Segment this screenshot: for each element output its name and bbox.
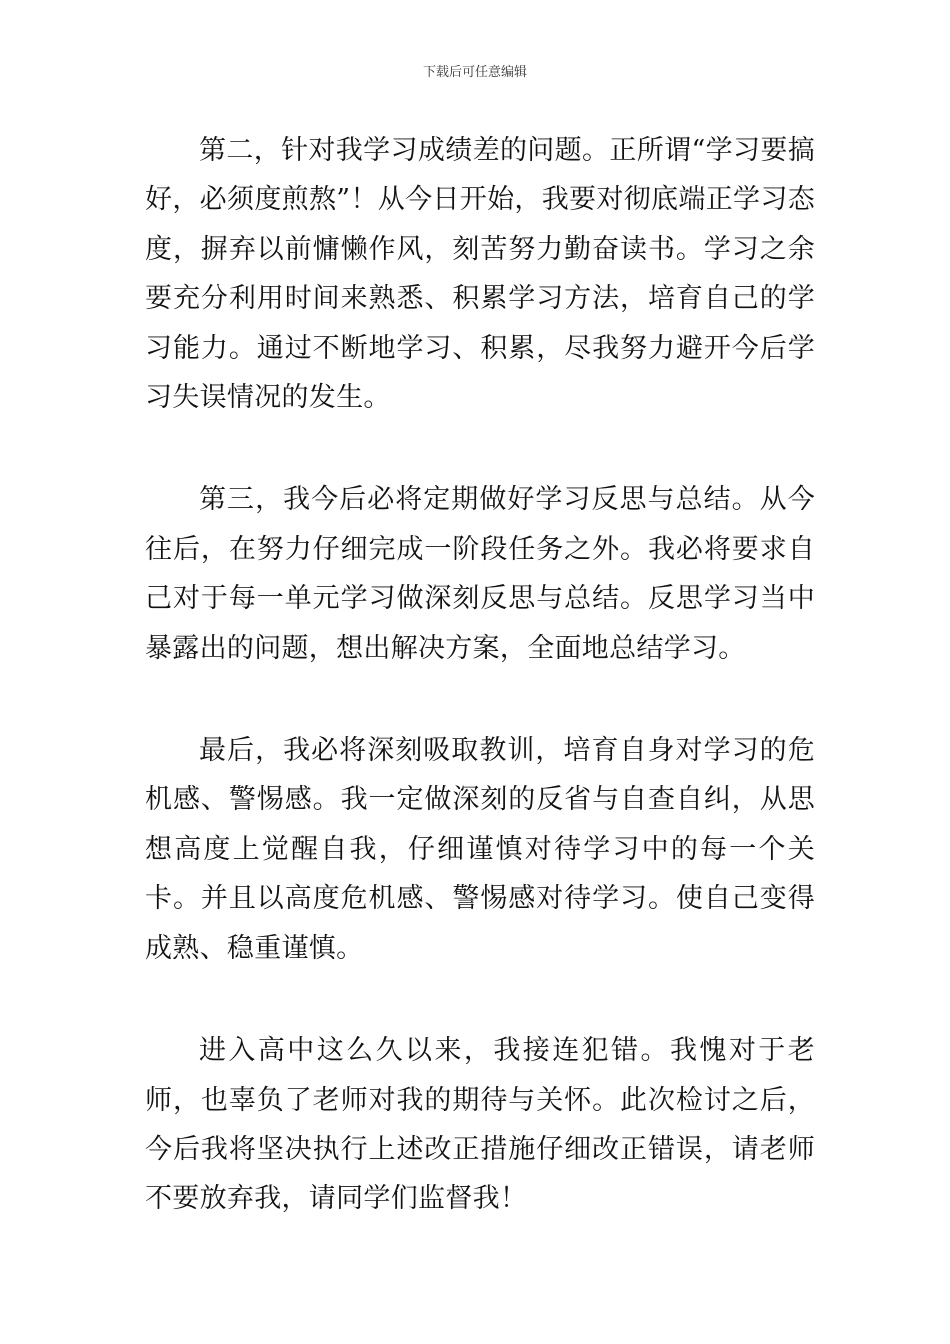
page-header-note: 下载后可任意编辑: [422, 65, 527, 80]
paragraph-final-point: 最后，我必将深刻吸取教训，培育自身对学习的危机感、警惕感。我一定做深刻的反省与自查自纠，从思想高度上觉醒自我，仔细谨慎对待学习中的每一个关卡。并且以高度危机感、警惕感对待学习。使自己变得成熟、稳重谨慎。: [145, 735, 815, 964]
paragraph-conclusion: 进入高中这么久以来，我接连犯错。我愧对于老师，也辜负了老师对我的期待与关怀。此次检讨之后，今后我将坚决执行上述改正措施仔细改正错误，请老师不要放弃我，请同学们监督我！: [145, 1035, 815, 1215]
document-body: [145, 126, 815, 1224]
paragraph-second-point: 第二，针对我学习成绩差的问题。正所谓“学习要搞好，必须度煎熬”！从今日开始，我要对彻底端正学习态度，摒弃以前慵懒作风，刻苦努力勤奋读书。学习之余要充分利用时间来熟悉、积累学习方法，培育自己的学习能力。通过不断地学习、积累，尽我努力避开今后学习失误情况的发生。: [145, 135, 815, 414]
paragraph-third-point: 第三，我今后必将定期做好学习反思与总结。从今往后，在努力仔细完成一阶段任务之外。我必将要求自己对于每一单元学习做深刻反思与总结。反思学习当中暴露出的问题，想出解决方案，全面地总结学习。: [145, 484, 815, 664]
